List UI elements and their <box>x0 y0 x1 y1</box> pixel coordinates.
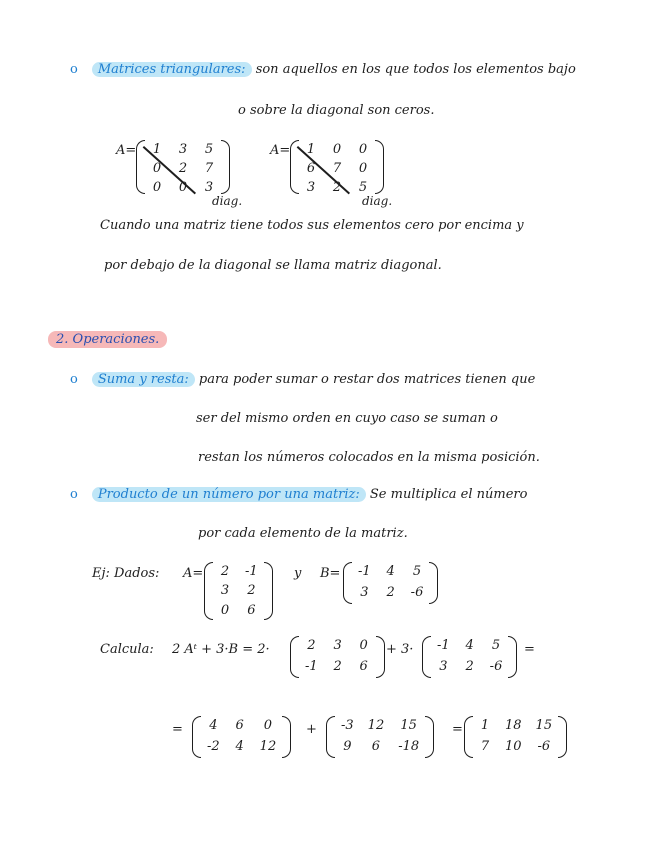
matrix-cell: 1 <box>152 142 162 157</box>
matrix-cell: 2 <box>386 585 395 600</box>
matrix-cell: 2 <box>465 659 474 674</box>
plus-three: + 3· <box>386 642 414 657</box>
text-line: Se multiplica el número <box>369 487 528 502</box>
matrix-cell: -1 <box>358 564 371 579</box>
matrix-cell: 0 <box>152 180 162 195</box>
section-heading <box>48 332 167 347</box>
matrix-cell: -6 <box>410 585 424 600</box>
heading-suma-resta: Suma y resta: <box>92 372 195 387</box>
matrix-3B <box>326 716 434 758</box>
matrix-cell: 5 <box>491 638 501 653</box>
matrix-cell: 2 <box>307 638 316 653</box>
matrix-cell: 6 <box>247 602 256 618</box>
triangular-line-1 <box>70 62 576 77</box>
matrix-cell: 15 <box>400 718 417 733</box>
matrix-cell: 3 <box>178 142 188 157</box>
matrix-cell: 2 <box>247 583 256 599</box>
heading-producto: Producto de un número por una matriz: <box>92 487 366 502</box>
matrix-B-copy <box>422 636 517 678</box>
matrix-cell: 18 <box>505 718 522 733</box>
equals-sign: = <box>524 642 535 657</box>
matrix-cell: 2 <box>220 564 230 579</box>
matrix-cell: 0 <box>332 142 342 157</box>
matrix-cell: 5 <box>204 142 214 157</box>
matrix-A <box>204 562 273 620</box>
matrix-cell: -1 <box>437 638 450 653</box>
matrix-cell: -2 <box>207 739 220 754</box>
matrix-cell: -1 <box>305 659 318 674</box>
matrix-cell: 15 <box>535 718 553 733</box>
matrix-cell: 6 <box>371 739 381 754</box>
bullet-icon: o <box>70 372 78 387</box>
heading-triangular: Matrices triangulares: <box>92 62 252 77</box>
example-label: Ej: Dados: <box>92 566 160 581</box>
matrix-cell: 2 <box>333 659 342 674</box>
matrix-cell: 9 <box>343 739 352 754</box>
text-line: por debajo de la diagonal se llama matriz diagonal. <box>104 258 442 273</box>
matrix-cell: 6 <box>359 659 368 674</box>
matrix-cell: 1 <box>480 718 490 733</box>
text-line: son aquellos en los que todos los elementos bajo <box>255 62 576 77</box>
matrix-cell: 3 <box>204 180 214 195</box>
and-label: y <box>294 566 302 581</box>
matrix-cell: 1 <box>306 142 316 157</box>
matrix-cell: 3 <box>220 583 230 599</box>
matrix-upper-triangular <box>136 140 230 194</box>
matrix-label: A= <box>116 143 137 158</box>
expression-left: 2 Aᵗ + 3·B = 2· <box>172 642 270 657</box>
matrix-cell: 4 <box>465 638 474 653</box>
matrix-cell: 0 <box>220 602 230 618</box>
matrix-cell: 4 <box>386 564 395 579</box>
text-line: restan los números colocados en la misma posición. <box>198 450 540 465</box>
matrix-label: B= <box>320 566 341 581</box>
matrix-cell: 0 <box>263 718 273 733</box>
matrix-cell: -1 <box>245 564 258 579</box>
matrix-cell: 2 <box>178 161 188 176</box>
matrix-B <box>343 562 438 604</box>
text-line: para poder sumar o restar dos matrices tienen que <box>198 372 536 387</box>
matrix-cell: 7 <box>480 739 490 754</box>
matrix-cell: 5 <box>412 564 422 579</box>
matrix-cell: 6 <box>306 161 316 176</box>
plus-sign: + <box>306 722 317 737</box>
matrix-cell: -6 <box>489 659 503 674</box>
equals-sign: = <box>452 722 463 737</box>
matrix-cell: 2 <box>332 180 342 195</box>
matrix-cell: 12 <box>367 718 385 733</box>
matrix-cell: -18 <box>398 739 420 754</box>
matrix-cell: 6 <box>235 718 244 733</box>
matrix-cell: 3 <box>360 585 369 600</box>
matrix-cell: 4 <box>235 739 244 754</box>
matrix-cell: -6 <box>537 739 551 754</box>
matrix-cell: 10 <box>505 739 522 754</box>
text-line: por cada elemento de la matriz. <box>198 526 408 541</box>
calcula-label: Calcula: <box>100 642 154 657</box>
bullet-icon: o <box>70 487 78 502</box>
matrix-cell: 3 <box>439 659 448 674</box>
matrix-cell: 3 <box>333 638 342 653</box>
text-line: ser del mismo orden en cuyo caso se suman o <box>196 411 498 426</box>
matrix-cell: 5 <box>358 180 368 195</box>
matrix-result <box>464 716 567 758</box>
matrix-cell: 3 <box>306 180 316 195</box>
matrix-At <box>290 636 385 678</box>
suma-line-1 <box>70 372 535 387</box>
matrix-label: A= <box>270 143 291 158</box>
matrix-cell: 0 <box>178 180 188 195</box>
diag-label: diag. <box>212 194 243 208</box>
matrix-cell: 7 <box>332 161 342 176</box>
matrix-cell: 7 <box>204 161 214 176</box>
equals-sign: = <box>172 722 183 737</box>
matrix-cell: 0 <box>152 161 162 176</box>
matrix-cell: 0 <box>358 142 368 157</box>
matrix-2At <box>192 716 291 758</box>
text-line: o sobre la diagonal son ceros. <box>238 103 435 118</box>
matrix-cell: 4 <box>209 718 218 733</box>
matrix-lower-triangular <box>290 140 384 194</box>
heading-operaciones: 2. Operaciones. <box>48 331 167 348</box>
matrix-cell: 0 <box>359 638 368 653</box>
producto-line-1 <box>70 487 527 502</box>
matrix-cell: 12 <box>259 739 277 754</box>
matrix-cell: -3 <box>341 718 354 733</box>
diag-label: diag. <box>362 194 393 208</box>
matrix-cell: 0 <box>358 161 368 176</box>
text-line: Cuando una matriz tiene todos sus elementos cero por encima y <box>100 218 524 233</box>
matrix-label: A= <box>183 566 204 581</box>
bullet-icon: o <box>70 62 78 77</box>
